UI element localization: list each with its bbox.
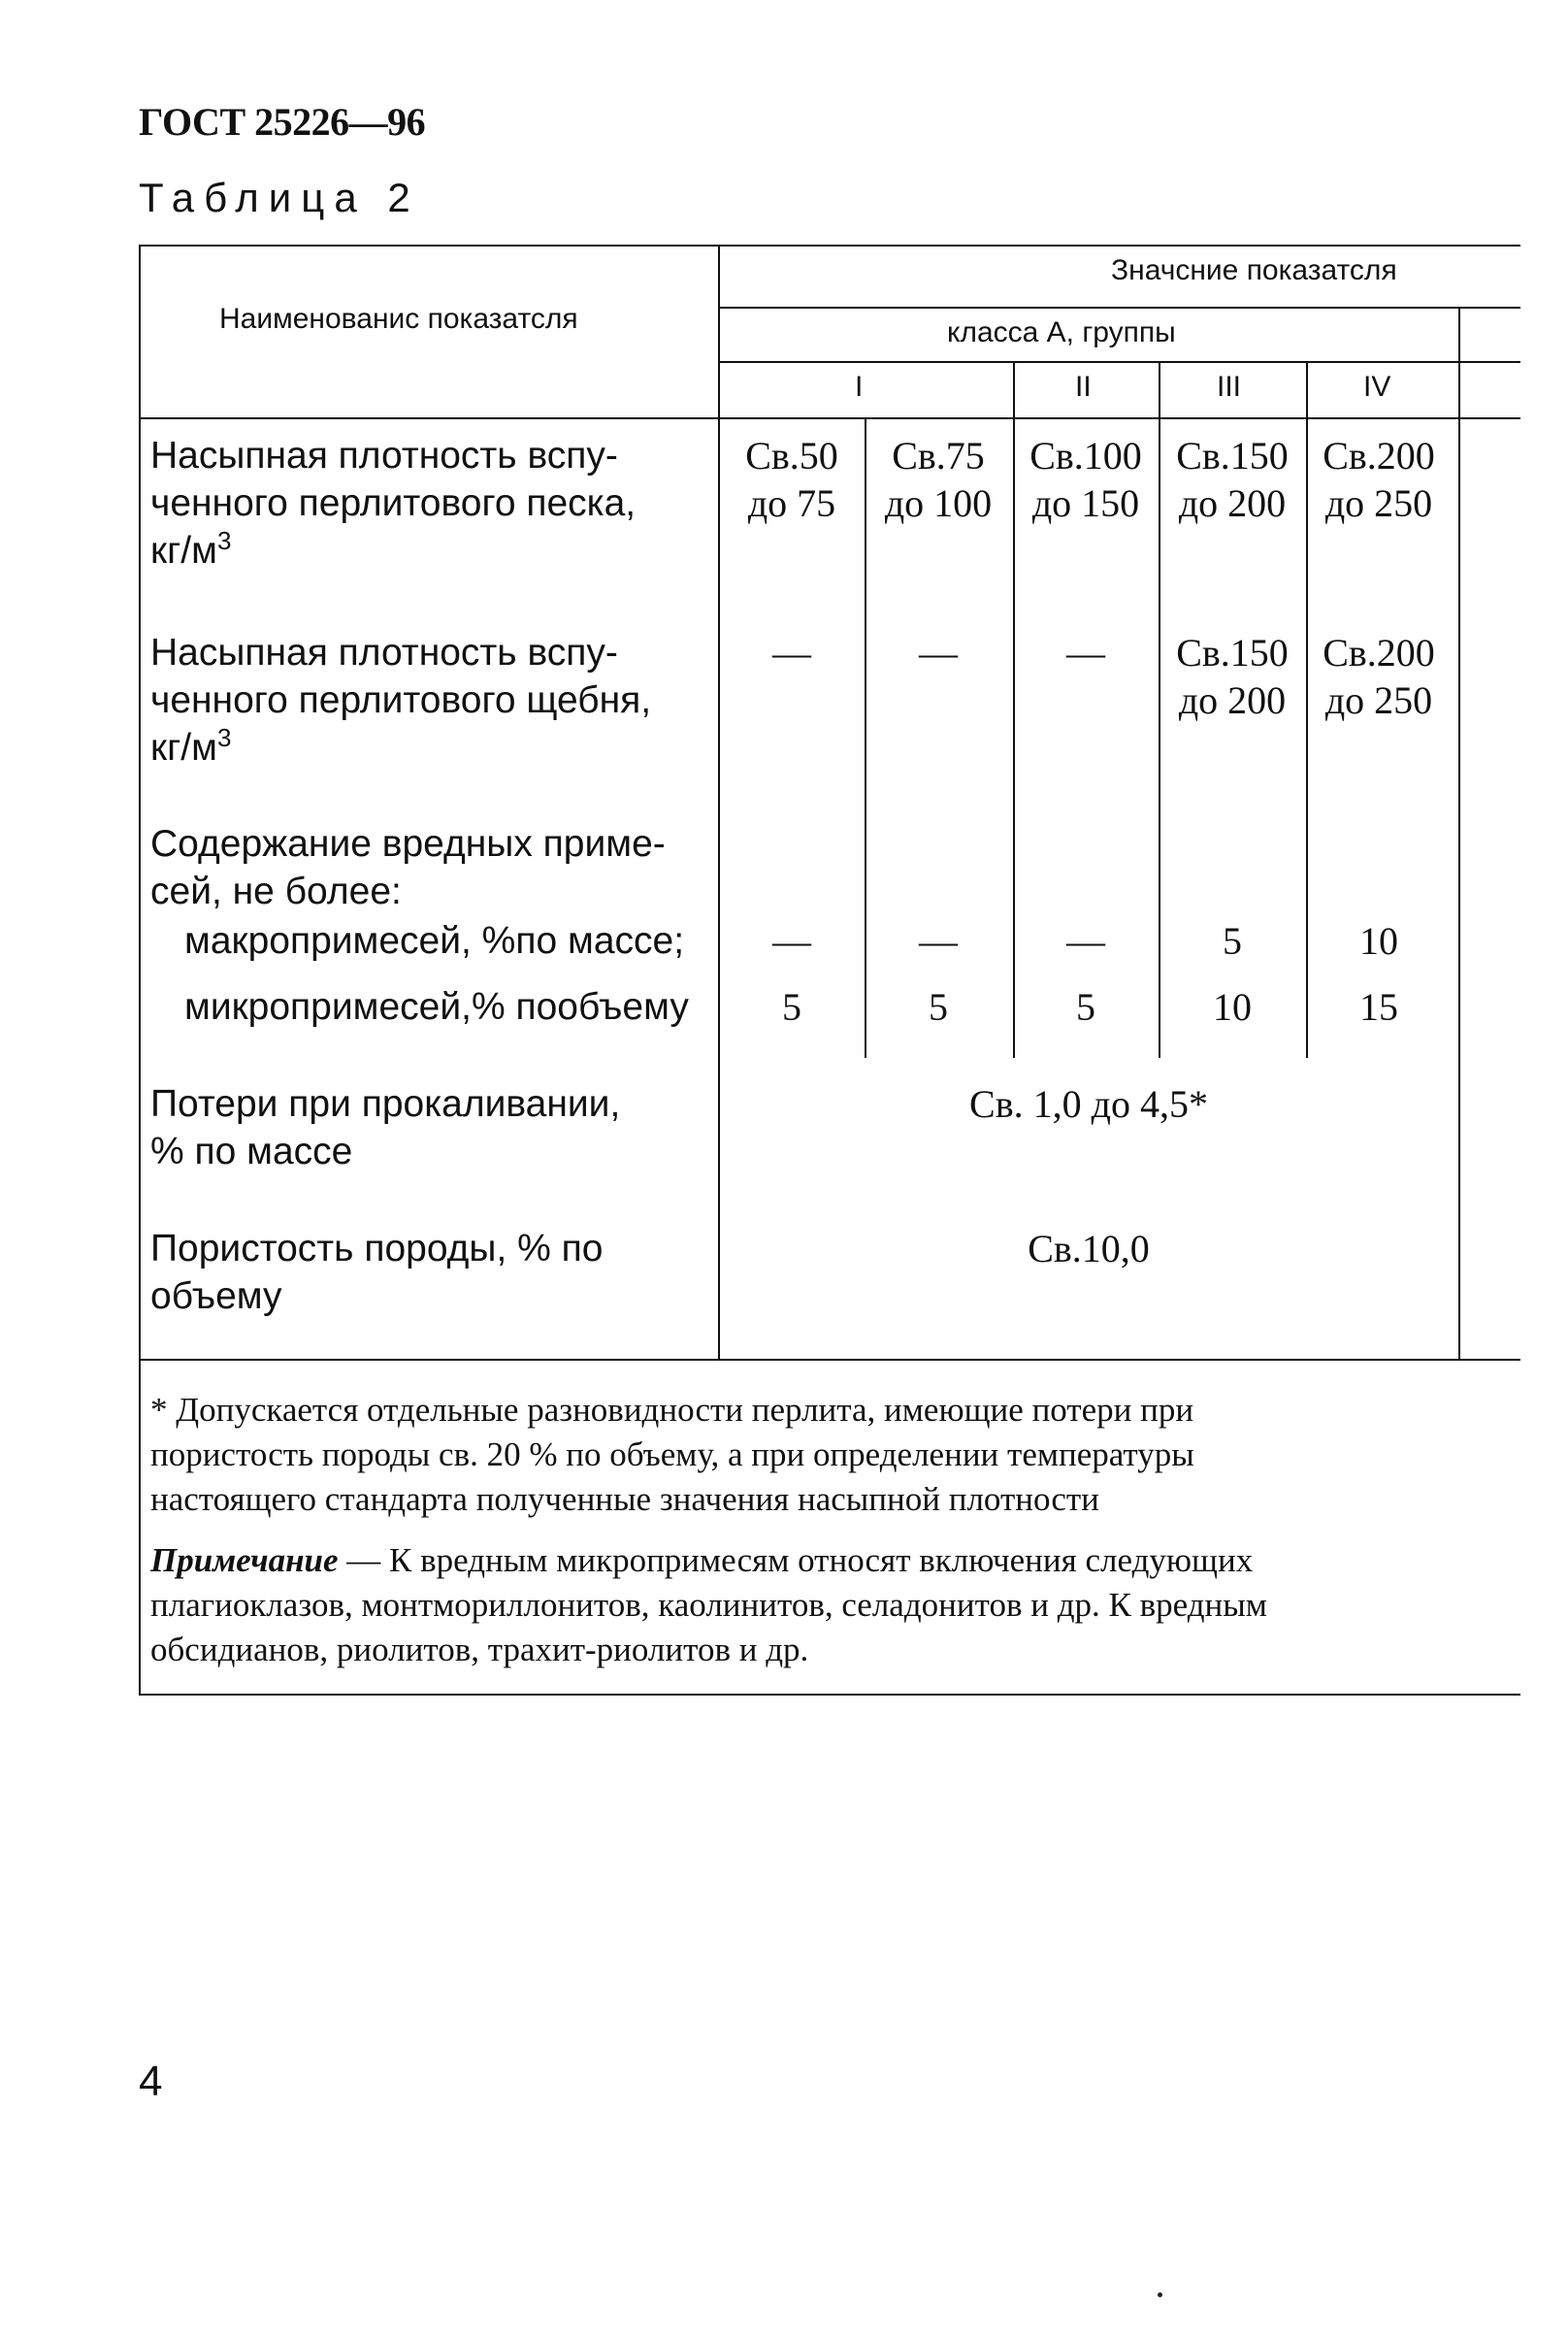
group-header-3: III: [1217, 371, 1242, 403]
merged-value-ignition-loss: Св. 1,0 до 4,5*: [969, 1082, 1208, 1126]
group-header-4: IV: [1363, 371, 1391, 403]
table-cell: 15: [1359, 985, 1398, 1029]
merged-value-porosity: Св.10,0: [1028, 1227, 1150, 1270]
table-cell: —: [772, 631, 811, 675]
table-cell: 5: [1076, 985, 1095, 1029]
table-cell: 5: [782, 985, 801, 1029]
row-name-porosity: Пористость породы, % по объему: [150, 1228, 604, 1317]
table-cell: 10: [1359, 919, 1398, 963]
table-cell: Св.150 до 200: [1176, 631, 1289, 722]
footnote: * Допускается отдельные разновидности перлита, имеющие потери при пористость породы св. 20 % по объему, а при определении температуры настоящего стандарта полученные значения насыпной плотности: [150, 1391, 1194, 1518]
group-header-2: II: [1075, 371, 1092, 403]
group-header-1: I: [855, 371, 864, 403]
row-name-bulk-density-gravel: Насыпная плотность вспу- ченного перлитового щебня, $кг/м^3$: [150, 632, 652, 769]
table-cell: —: [919, 631, 958, 675]
table-cell: Св.150 до 200: [1176, 434, 1289, 525]
table-cell: —: [919, 919, 958, 963]
column-header-value: Значсние показатсля: [1111, 254, 1397, 286]
column-header-name: Наименованис показатсля: [219, 303, 578, 335]
table-cell: 10: [1213, 985, 1252, 1029]
table-cell: —: [1066, 919, 1105, 963]
table-cell: —: [1066, 631, 1105, 675]
document-code: ГОСТ 25226—96: [139, 100, 426, 144]
table-cell: 5: [929, 985, 948, 1029]
dot-mark: [1158, 2292, 1162, 2297]
table-cell: Св.50 до 75: [745, 434, 838, 525]
page-number: 4: [139, 2058, 163, 2105]
note: Примечание — К вредным микропримесям относят включения следующих плагиоклазов, монтмориллонитов, каолинитов, селадонитов и др. К вредным обсидианов, риолитов, трахит-риолитов и др.: [150, 1541, 1267, 1668]
table-cell: 5: [1223, 919, 1242, 963]
row-name-bulk-density-sand: Насыпная плотность вспу- ченного перлитового песка, $кг/м^3$: [150, 435, 637, 572]
table-caption: Таблица 2: [139, 175, 420, 220]
table-cell: Св.200 до 250: [1323, 434, 1435, 525]
table-cell: Св.100 до 150: [1029, 434, 1142, 525]
table-cell: —: [772, 919, 811, 963]
row-sublabel-micro: микропримесей,% пообъему: [184, 986, 689, 1028]
table-cell: Св.75 до 100: [884, 434, 993, 525]
row-name-ignition-loss: Потери при прокаливании, % по массе: [150, 1083, 621, 1172]
row-sublabel-macro: макропримесей, %по массе;: [184, 920, 685, 962]
row-name-harmful-impurities: Содержание вредных приме- сей, не более:: [150, 823, 666, 912]
note-label: Примечание: [150, 1541, 339, 1579]
column-header-class: класса А, группы: [947, 316, 1176, 348]
table-cell: Св.200 до 250: [1323, 631, 1435, 722]
